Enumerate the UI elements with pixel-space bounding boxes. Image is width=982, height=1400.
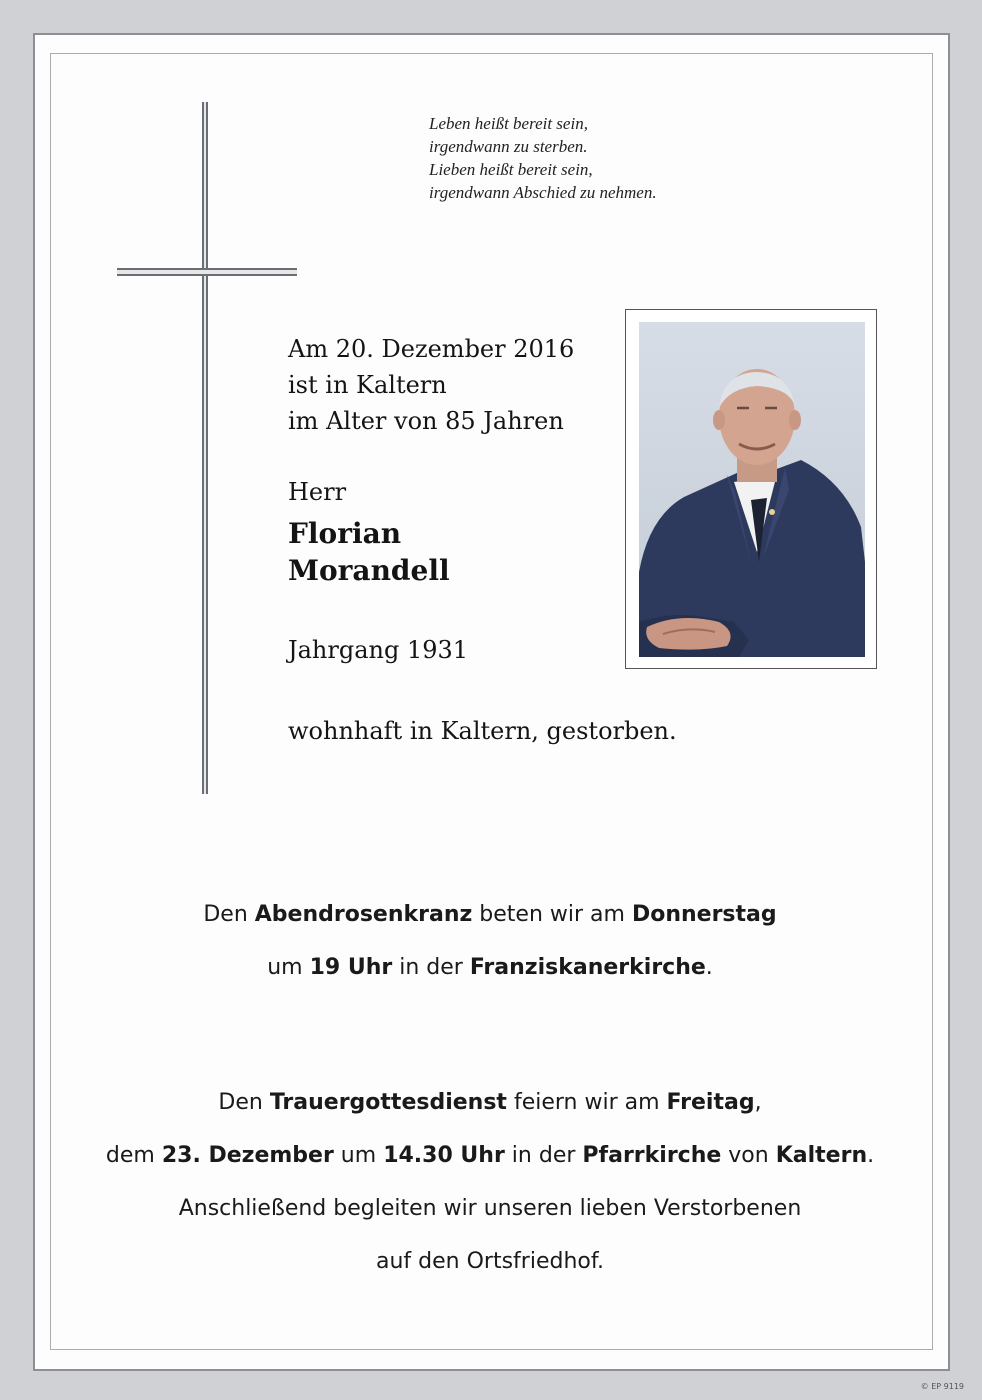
- age-line: im Alter von 85 Jahren: [288, 407, 564, 435]
- print-code: © EP 9119: [920, 1382, 964, 1391]
- funeral-church: Pfarrkirche: [582, 1143, 722, 1168]
- rosary-line-2: [40, 955, 940, 980]
- rosary-text: in der: [392, 955, 470, 980]
- funeral-text: von: [721, 1143, 776, 1168]
- last-name: Morandell: [288, 554, 450, 587]
- quote-line: irgendwann zu sterben.: [429, 137, 588, 156]
- date-line: Am 20. Dezember 2016: [288, 335, 575, 363]
- funeral-text: Den: [218, 1090, 270, 1115]
- funeral-day: Freitag: [666, 1090, 755, 1115]
- quote-line: irgendwann Abschied zu nehmen.: [429, 183, 657, 202]
- funeral-time: 14.30 Uhr: [383, 1143, 505, 1168]
- salutation: Herr: [288, 478, 347, 506]
- funeral-date: 23. Dezember: [161, 1143, 334, 1168]
- quote: [429, 112, 657, 204]
- funeral-line-4: auf den Ortsfriedhof.: [376, 1249, 604, 1274]
- death-intro: [288, 331, 574, 439]
- rosary-line-1: [40, 902, 940, 927]
- rosary-text: Den: [203, 902, 255, 927]
- rosary-text: um: [267, 955, 310, 980]
- first-name: Florian: [288, 517, 402, 550]
- birth-year: Jahrgang 1931: [288, 636, 469, 664]
- rosary-highlight: Abendrosenkranz: [254, 902, 473, 927]
- funeral-text: dem: [105, 1143, 162, 1168]
- funeral-line-1: [40, 1090, 940, 1115]
- place-line: ist in Kaltern: [288, 371, 447, 399]
- portrait-illustration: [639, 322, 865, 657]
- funeral-line-3: Anschließend begleiten wir unseren lieben Verstorbenen: [178, 1196, 802, 1221]
- funeral-text: ,: [754, 1090, 762, 1115]
- funeral-text: in der: [504, 1143, 583, 1168]
- funeral-text: feiern wir am: [506, 1090, 667, 1115]
- funeral-line-2: [40, 1143, 940, 1168]
- rosary-text: .: [705, 955, 713, 980]
- portrait-frame: [625, 309, 877, 669]
- quote-line: Leben heißt bereit sein,: [429, 114, 588, 133]
- rosary-day: Donnerstag: [631, 902, 777, 927]
- rosary-church: Franziskanerkirche: [469, 955, 706, 980]
- deceased-name: [288, 515, 450, 589]
- cross-vertical-beam: [202, 102, 208, 794]
- funeral-text: um: [333, 1143, 384, 1168]
- rosary-text: beten wir am: [472, 902, 632, 927]
- funeral-town: Kaltern: [775, 1143, 868, 1168]
- funeral-highlight: Trauergottesdienst: [269, 1090, 507, 1115]
- quote-line: Lieben heißt bereit sein,: [429, 160, 593, 179]
- obituary-sheet: [33, 33, 950, 1371]
- cross-horizontal-beam: [117, 268, 297, 276]
- funeral-text: .: [867, 1143, 875, 1168]
- residence-line: wohnhaft in Kaltern, gestorben.: [288, 717, 677, 745]
- portrait-photo: [639, 322, 865, 657]
- rosary-time: 19 Uhr: [309, 955, 393, 980]
